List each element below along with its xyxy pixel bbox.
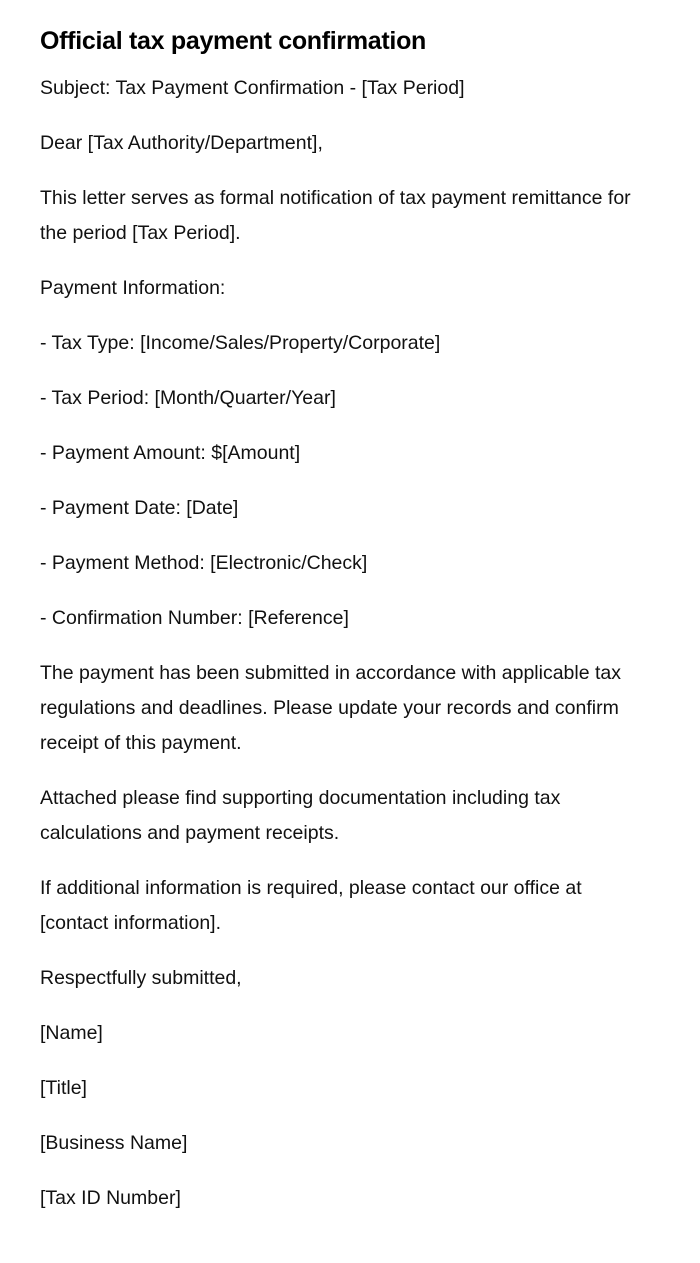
- signature-block: [40, 1016, 640, 1216]
- letter-document: [40, 0, 640, 1216]
- payment-item-date: - Payment Date: [Date]: [40, 497, 239, 519]
- payment-information-list: [40, 326, 640, 636]
- payment-item-tax-type: - Tax Type: [Income/Sales/Property/Corporate]: [40, 332, 441, 354]
- signature-title: [Title]: [40, 1077, 87, 1099]
- contact-paragraph: If additional information is required, please contact our office at [contact information].: [40, 877, 582, 934]
- attachments-paragraph: Attached please find supporting documentation including tax calculations and payment receipts.: [40, 787, 561, 844]
- signature-tax-id: [Tax ID Number]: [40, 1187, 181, 1209]
- signature-name: [Name]: [40, 1022, 103, 1044]
- signature-business-name: [Business Name]: [40, 1132, 188, 1154]
- payment-item-amount: - Payment Amount: $[Amount]: [40, 442, 301, 464]
- payment-information-heading: Payment Information:: [40, 277, 226, 299]
- document-title: Official tax payment confirmation: [40, 27, 427, 55]
- closing-line: Respectfully submitted,: [40, 967, 242, 989]
- submission-paragraph: The payment has been submitted in accordance with applicable tax regulations and deadlines. Please update your records and confirm receipt of this payment.: [40, 662, 622, 754]
- subject-line: Subject: Tax Payment Confirmation - [Tax Period]: [40, 77, 465, 99]
- salutation: Dear [Tax Authority/Department],: [40, 132, 323, 154]
- payment-item-confirmation-number: - Confirmation Number: [Reference]: [40, 607, 349, 629]
- payment-item-tax-period: - Tax Period: [Month/Quarter/Year]: [40, 387, 336, 409]
- payment-item-method: - Payment Method: [Electronic/Check]: [40, 552, 368, 574]
- intro-paragraph: This letter serves as formal notification of tax payment remittance for the period [Tax Period].: [40, 187, 631, 244]
